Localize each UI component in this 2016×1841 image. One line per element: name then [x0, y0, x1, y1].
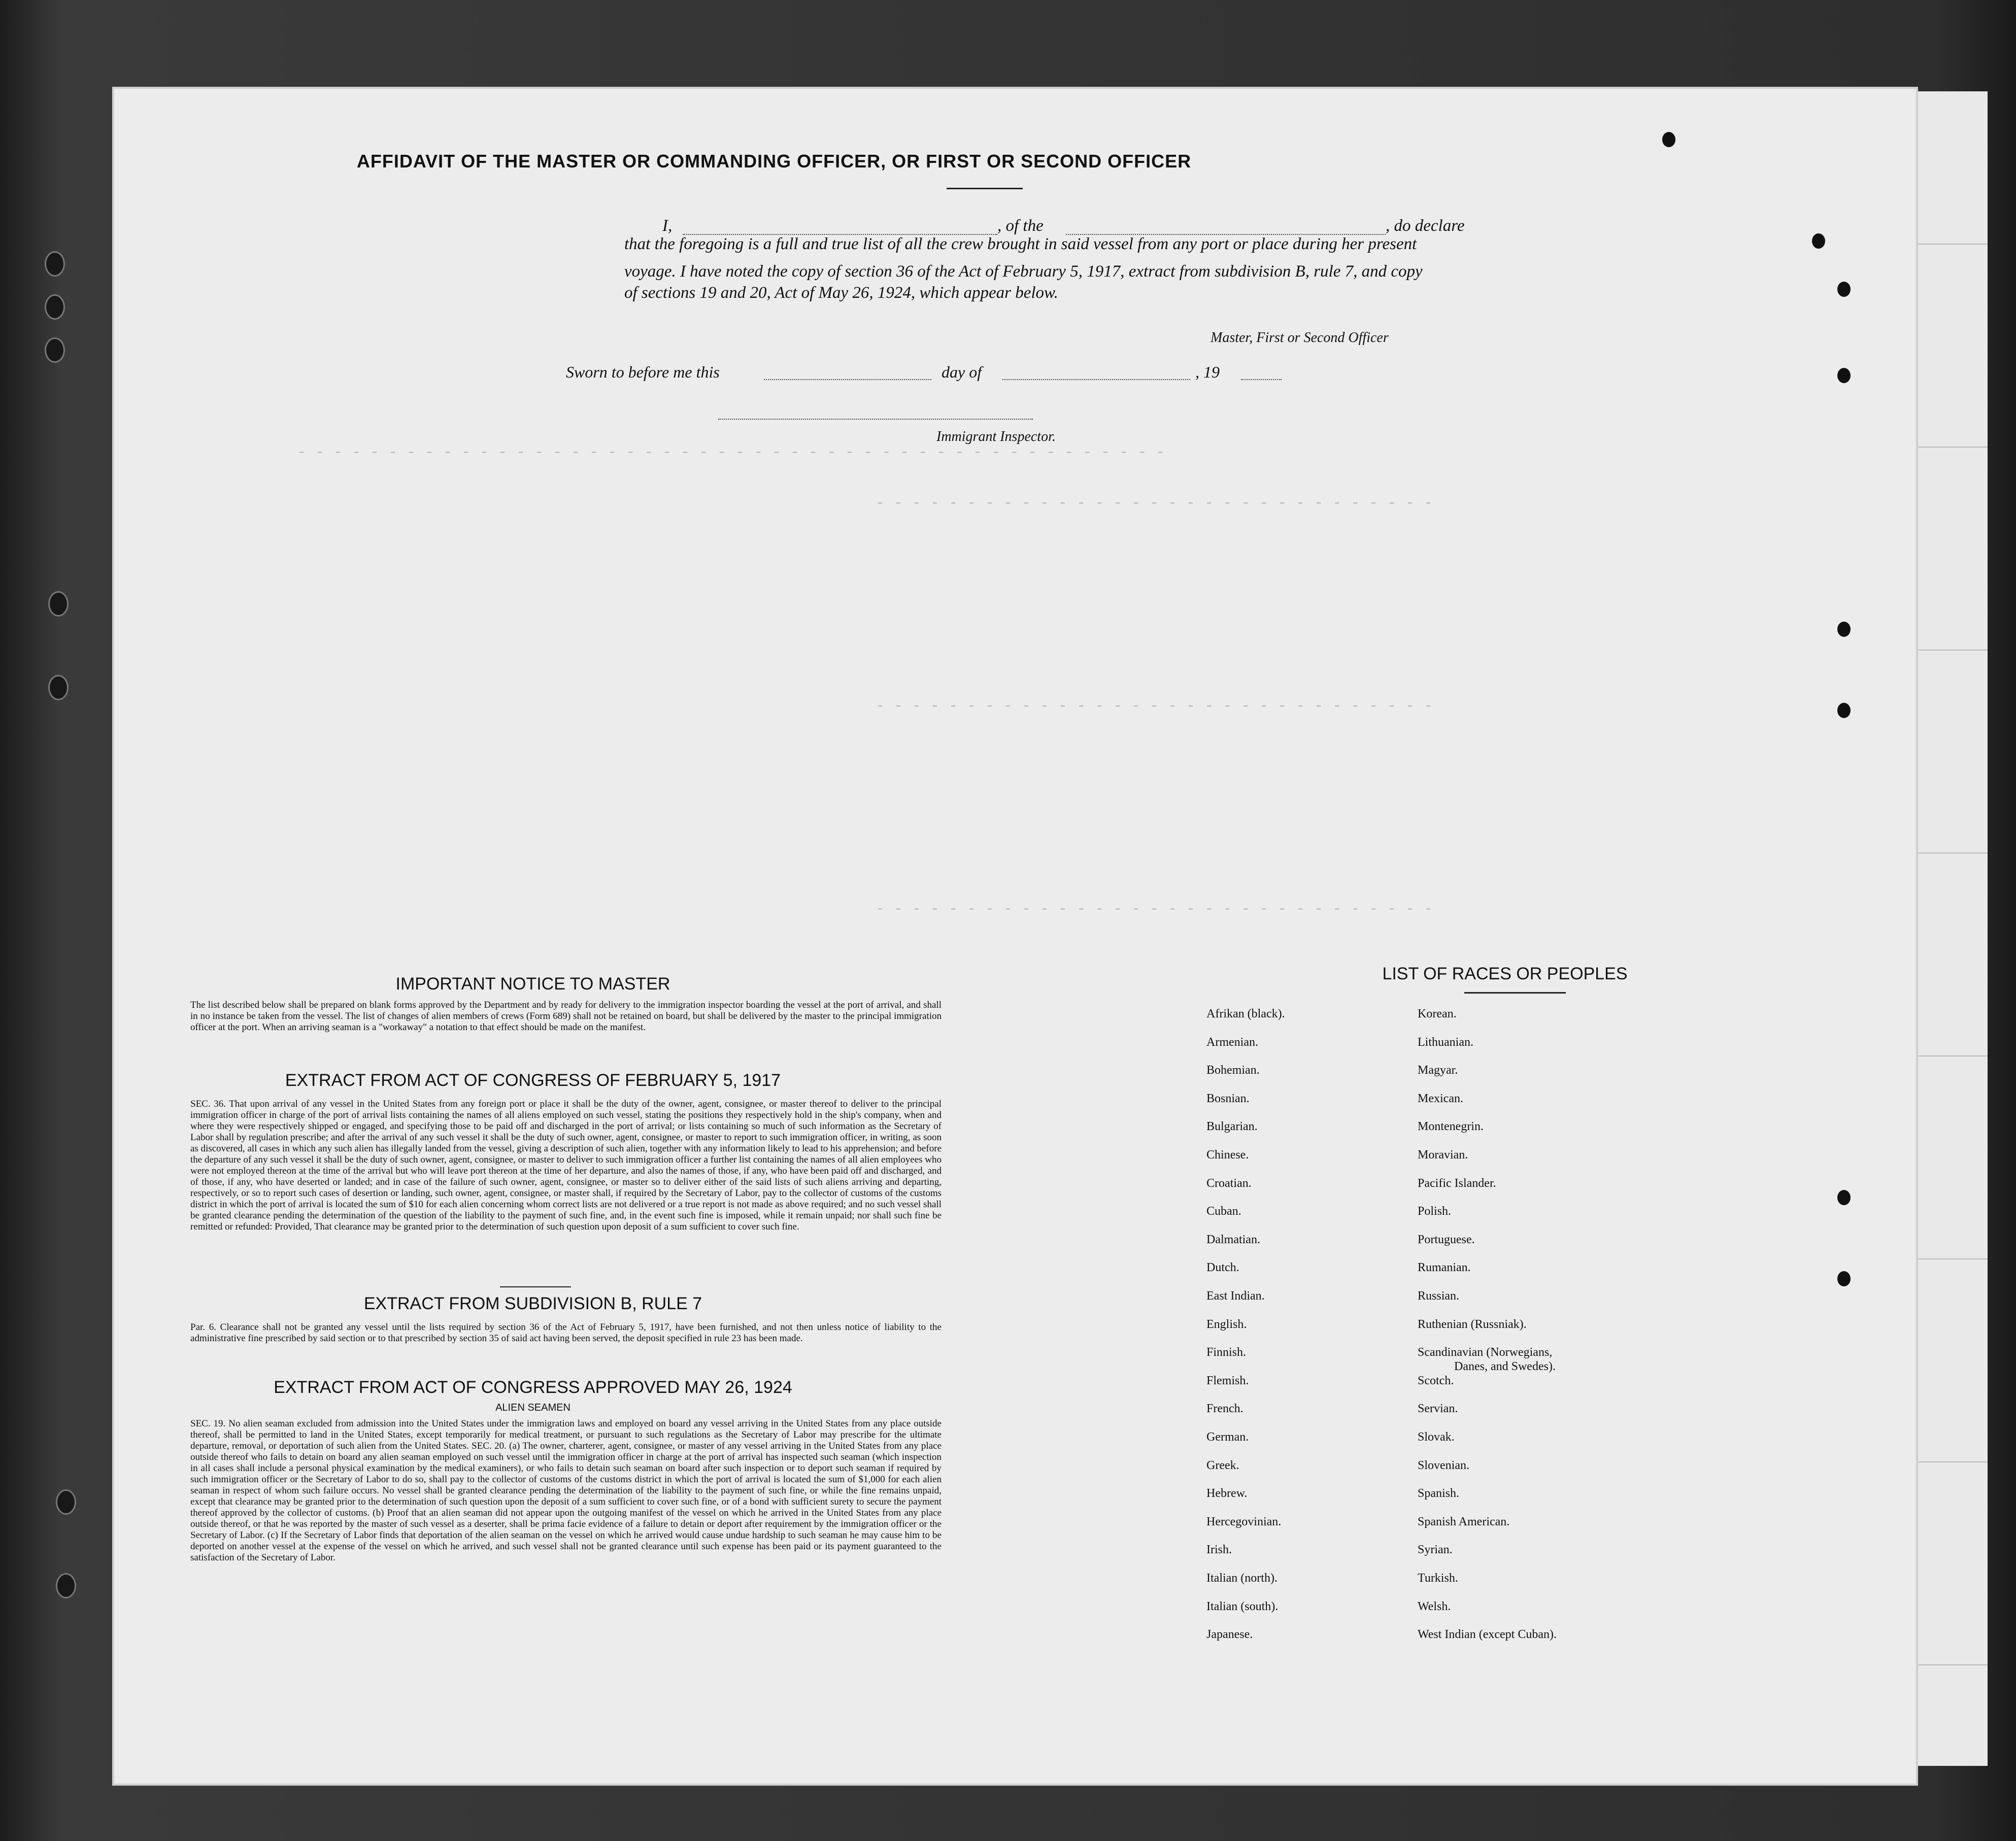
punch-mark — [1837, 368, 1851, 383]
races-title: LIST OF RACES OR PEOPLES — [1382, 964, 1628, 983]
race-entry: Afrikan (black). — [1206, 1007, 1285, 1020]
race-entry: Portuguese. — [1418, 1233, 1475, 1246]
race-entry: Scotch. — [1418, 1374, 1454, 1387]
affidavit-line-3: voyage. I have noted the copy of section 36 of the Act of February 5, 1917, extract from subdivision B, rule 7, and copy — [624, 262, 1423, 281]
race-entry: Slovenian. — [1418, 1458, 1469, 1472]
race-entry: Spanish. — [1418, 1487, 1460, 1501]
binder-hole — [45, 251, 65, 277]
race-entry: Finnish. — [1206, 1346, 1247, 1359]
race-entry: Pacific Islander. — [1418, 1176, 1496, 1190]
act1917-body: SEC. 36. That upon arrival of any vessel in the United States from any foreign port or place it shall be the duty of the owner, agent, consignee, or master thereof to deliver to the principal immigration officer in charge of the port of arrival lists containing the names of all aliens employed on such vessel, stating the positions they respectively hold in the ship's company, when and where they were respectively shipped or engaged, and specifying those to be paid off and discharged in the port of arrival; or lists containing so much of such information as the Secretary of Labor shall by regulation prescribe; and after the arrival of any such vessel it shall be the duty of such owner, agent, consignee, or master to report to such immigration officer, in writing, as soon as discovered, all cases in which any such alien has illegally landed from the vessel, giving a description of such alien, together with any information likely to lead to his apprehension; and before the departure of any such vessel it shall be the duty of such owner, agent, consignee, or master to deliver to such immigration officer a further list containing the names of all alien employees who were not employed thereon at the time of the arrival but who will leave port thereon at the time of her departure, and also the names of those, if any, who have been paid off and discharged, and of those, if any, who have deserted or landed; and in case of the failure of such owner, agent, consignee, or master so to deliver either of the said lists of such aliens arriving and departing, respectively, or so to report such cases of desertion or landing, such owner, agent, consignee, or master shall, if required by the Secretary of Labor, pay to the collector of customs of the customs district in which the port of arrival is located the sum of $10 for each alien concerning whom correct lists are not delivered or a true report is not made as above required; and no such vessel shall be granted clearance pending the determination of the question of the liability to the payment of such fine, and, in the event such fine is imposed, while it remain unpaid; nor shall such fine be remitted or refunded: Provided, That clearance may be granted prior to the determination of such question upon deposit of a sum sufficient to cover such fine. — [190, 1099, 942, 1232]
race-entry: Lithuanian. — [1418, 1035, 1473, 1049]
notice-body: The list described below shall be prepared on blank forms approved by the Department and by ready for delivery to the immigration inspector boarding the vessel at the port of arrival, and shall in no instance be taken from the vessel. The list of changes of alien members of crews (Form 689) shall not be retained on board, but shall be delivered by the master to the principal immigration officer at the port. When an arriving seaman is a "workaway" a notation to that effect should be made on the manifest. — [190, 1000, 942, 1033]
sworn-prefix: Sworn to before me this — [566, 363, 720, 381]
race-entry: Irish. — [1206, 1543, 1232, 1557]
act1924-title: EXTRACT FROM ACT OF CONGRESS APPROVED MAY 26, 1924 — [274, 1378, 792, 1397]
binder-hole — [48, 675, 69, 700]
affidavit-title: AFFIDAVIT OF THE MASTER OR COMMANDING OFFICER, OR FIRST OR SECOND OFFICER — [356, 151, 1192, 172]
section-rule — [500, 1286, 571, 1287]
race-entry: Russian. — [1418, 1289, 1460, 1303]
race-entry: Greek. — [1206, 1458, 1239, 1472]
race-entry: Montenegrin. — [1418, 1120, 1484, 1134]
race-entry: Hercegovinian. — [1206, 1515, 1282, 1528]
punch-mark — [1837, 1190, 1851, 1205]
race-entry: Turkish. — [1418, 1572, 1458, 1585]
document-page — [114, 89, 1916, 1784]
punch-mark — [1837, 703, 1851, 718]
race-entry: French. — [1206, 1402, 1244, 1416]
sworn-line — [566, 363, 1429, 383]
race-entry: Bulgarian. — [1206, 1120, 1258, 1134]
punch-mark — [1837, 1271, 1851, 1286]
bleed-through: - - - - - - - - - - - - - - - - - - - - - - - - - - - - - - - - - - - - - - - - - - - - - - - - — [297, 444, 1165, 461]
title-rule — [947, 188, 1023, 189]
act1924-body: SEC. 19. No alien seaman excluded from admission into the United States under the immigration laws and employed on board any vessel arriving in the United States from any place outside thereof, shall be permitted to land in the United States, except temporarily for medical treatment, or pursuant to such regulations as the Secretary of Labor may prescribe for the ultimate departure, removal, or deportation of such alien from the United States. SEC. 20. (a) The owner, charterer, agent, consignee, or master of any vessel arriving in the United States from any place outside thereof who fails to detain on board any alien seaman employed on such vessel until the immigration officer in charge at the port of arrival has inspected such seaman (which inspection in all cases shall include a personal physical examination by the medical examiners), or who fails to detain such seaman on board after such inspection or to deport such seaman if required by such immigration officer or the Secretary of Labor to do so, shall pay to the collector of customs of the customs district in which the port of arrival is located the sum of $1,000 for each alien seaman in respect of whom such failure occurs. No vessel shall be granted clearance pending the determination of the liability to the payment of such fine, or while the fine remains unpaid, except that clearance may be granted prior to the determination of such question upon the deposit of a sum sufficient to cover such fine, or of a bond with sufficient surety to secure the payment thereof approved by the collector of customs. (b) Proof that an alien seaman did not appear upon the outgoing manifest of the vessel on which he arrived in the United States from any place outside thereof, or that he was reported by the master of such vessel as a deserter, shall be prima facie evidence of a failure to detain or deport after requirement by the immigration officer or the Secretary of Labor. (c) If the Secretary of Labor finds that deportation of the alien seaman on the vessel on which he arrived would cause undue hardship to such seaman he may cause him to be deported on another vessel at the expense of the vessel on which he arrived, and such vessel shall not be granted clearance until such expense has been paid or its payment guaranteed to the satisfaction of the Secretary of Labor. — [190, 1418, 942, 1563]
race-entry: Scandinavian (Norwegians, — [1418, 1346, 1553, 1359]
race-entry: Japanese. — [1206, 1628, 1253, 1642]
race-entry: West Indian (except Cuban). — [1418, 1628, 1557, 1642]
race-entry: Italian (south). — [1206, 1599, 1279, 1613]
race-entry: Chinese. — [1206, 1148, 1249, 1162]
race-entry: German. — [1206, 1430, 1249, 1444]
declarant-name-field[interactable] — [683, 217, 997, 235]
binder-hole — [48, 591, 69, 617]
notice-title: IMPORTANT NOTICE TO MASTER — [395, 974, 670, 994]
race-entry: Bohemian. — [1206, 1064, 1260, 1077]
races-title-rule — [1464, 992, 1566, 994]
act1917-title: EXTRACT FROM ACT OF CONGRESS OF FEBRUARY 5, 1917 — [285, 1071, 781, 1090]
day-of-text: day of — [942, 363, 982, 381]
vessel-prefix: , of the — [997, 217, 1044, 235]
inspector-signature-field[interactable] — [718, 408, 1033, 420]
rule7-title: EXTRACT FROM SUBDIVISION B, RULE 7 — [363, 1294, 702, 1313]
act1924-subtitle: ALIEN SEAMEN — [495, 1402, 570, 1413]
binder-hole — [45, 337, 65, 363]
binder-hole — [56, 1573, 76, 1598]
race-entry: Italian (north). — [1206, 1572, 1278, 1585]
officer-caption: Master, First or Second Officer — [1211, 330, 1389, 346]
race-entry: Polish. — [1418, 1205, 1452, 1218]
binder-hole — [45, 294, 65, 320]
race-entry: East Indian. — [1206, 1289, 1265, 1303]
vessel-name-field[interactable] — [1066, 217, 1386, 235]
race-entry: Welsh. — [1418, 1599, 1451, 1613]
race-entry: Croatian. — [1206, 1176, 1252, 1190]
affidavit-line-4: of sections 19 and 20, Act of May 26, 1924, which appear below. — [624, 284, 1058, 302]
bleed-through: - - - - - - - - - - - - - - - - - - - - - - - - - - - - - - - — [876, 698, 1433, 715]
race-entry: English. — [1206, 1317, 1247, 1331]
race-entry: Spanish American. — [1418, 1515, 1510, 1528]
sworn-year-field[interactable] — [1241, 363, 1282, 380]
race-entry: Rumanian. — [1418, 1261, 1471, 1275]
punch-mark — [1837, 622, 1851, 637]
punch-mark — [1812, 233, 1825, 249]
race-entry: Magyar. — [1418, 1064, 1458, 1077]
bleed-through: - - - - - - - - - - - - - - - - - - - - - - - - - - - - - - - — [876, 901, 1433, 918]
race-entry: Syrian. — [1418, 1543, 1453, 1557]
punch-mark — [1662, 132, 1675, 147]
race-entry: Mexican. — [1418, 1092, 1463, 1105]
declarant-prefix: I, — [662, 217, 673, 235]
race-entry: Dutch. — [1206, 1261, 1239, 1275]
race-entry: Cuban. — [1206, 1205, 1241, 1218]
declare-text: , do declare — [1386, 217, 1465, 235]
inspector-caption: Immigrant Inspector. — [936, 429, 1056, 445]
race-entry: Flemish. — [1206, 1374, 1249, 1387]
race-entry: Armenian. — [1206, 1035, 1258, 1049]
race-entry: Servian. — [1418, 1402, 1458, 1416]
race-entry: Hebrew. — [1206, 1487, 1248, 1501]
race-entry: Danes, and Swedes). — [1454, 1360, 1556, 1374]
affidavit-line-2: that the foregoing is a full and true list of all the crew brought in said vessel from any port or place during her present — [624, 235, 1417, 253]
punch-mark — [1837, 282, 1851, 297]
year-prefix: , 19 — [1195, 363, 1220, 381]
rule7-body: Par. 6. Clearance shall not be granted any vessel until the lists required by section 36 of the Act of February 5, 1917, have been furnished, and not then unless notice of liability to the administrative fine prescribed by said section or to that prescribed by section 35 of said act having been served, the deposit specified in rule 23 has been made. — [190, 1322, 942, 1344]
sworn-month-field[interactable] — [1002, 363, 1190, 380]
race-entry: Bosnian. — [1206, 1092, 1250, 1105]
race-entry: Korean. — [1418, 1007, 1457, 1020]
sworn-day-field[interactable] — [764, 363, 931, 380]
bleed-through: - - - - - - - - - - - - - - - - - - - - - - - - - - - - - - - — [876, 495, 1433, 512]
race-entry: Ruthenian (Russniak). — [1418, 1317, 1527, 1331]
race-entry: Slovak. — [1418, 1430, 1455, 1444]
race-entry: Dalmatian. — [1206, 1233, 1260, 1246]
binder-hole — [56, 1489, 76, 1515]
race-entry: Moravian. — [1418, 1148, 1468, 1162]
